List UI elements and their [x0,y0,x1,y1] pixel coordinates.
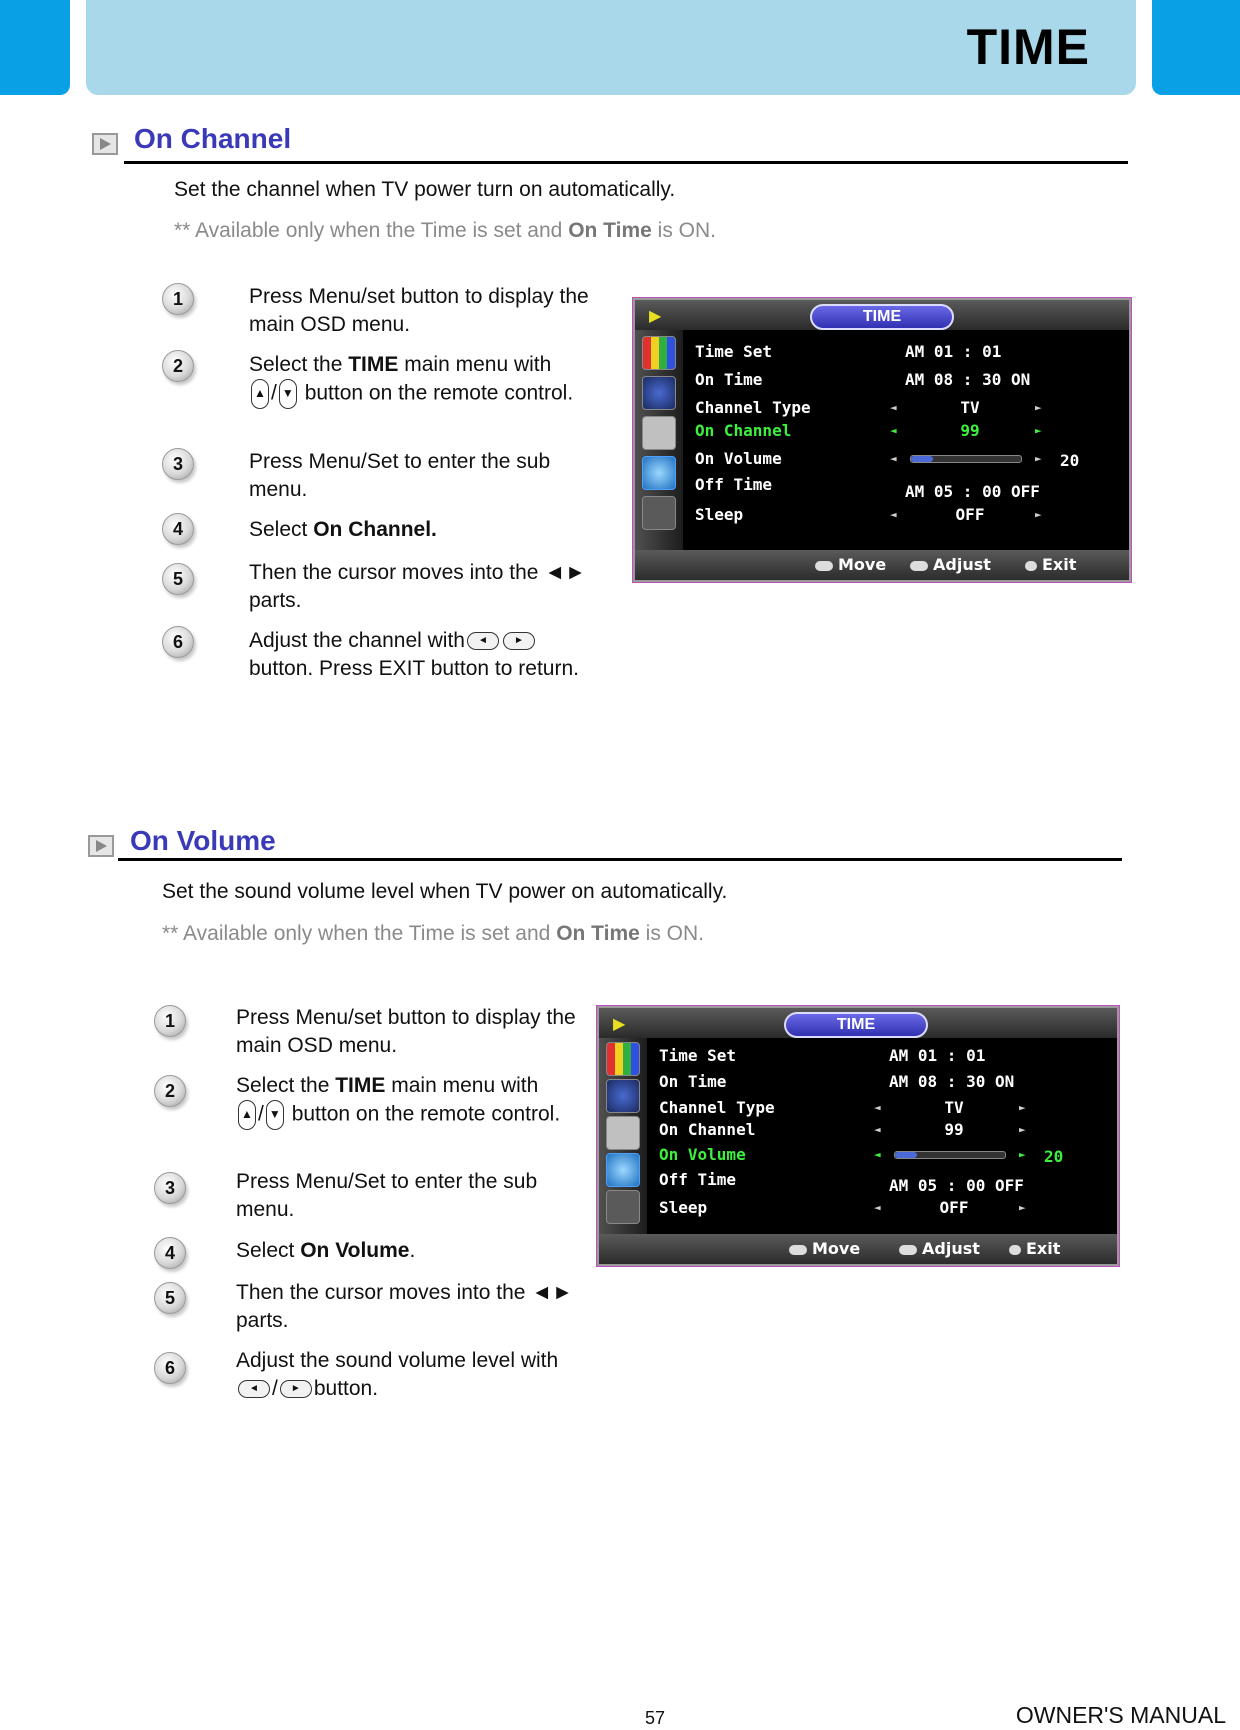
osd-sidebar [599,1038,647,1234]
left-button-icon: ◄ [467,632,499,650]
osd-row-on-time: On Time AM 08 : 30 ON [695,370,1031,389]
section-intro: Set the channel when TV power turn on automatically. [174,178,676,201]
down-button-icon: ▼ [266,1100,284,1130]
osd-sidebar [635,330,683,550]
step-text: Select the TIME main menu with ▲ / ▼ button on the remote control. [236,1072,566,1130]
osd-row-channel-type: Channel Type ◄ TV ► [695,398,1042,417]
osd-row-on-channel: On Channel ◄ 99 ► [695,421,1042,440]
osd-screen-on-volume [597,1006,1119,1266]
page-number: 57 [645,1708,666,1728]
section-play-icon [92,133,118,155]
step-number: 5 [154,1282,186,1314]
osd-row-on-volume: On Volume ◄ ► 20 [695,449,1080,470]
setup-tools-icon [606,1116,640,1150]
picture-icon [642,336,676,370]
step-text: Press Menu/Set to enter the sub menu. [249,450,551,501]
right-button-icon: ► [280,1380,312,1398]
step-number: 4 [162,513,194,545]
up-button-icon: ▲ [251,379,269,409]
step-text: Select On Channel. [249,518,437,541]
osd-title: TIME [784,1012,928,1038]
down-button-icon: ▼ [279,379,297,409]
osd-row-time-set: Time Set AM 01 : 01 [659,1046,986,1065]
step-text: Select the TIME main menu with ▲ / ▼ button on the remote control. [249,351,579,409]
step-number: 6 [162,626,194,658]
step-number: 1 [154,1005,186,1037]
section-intro: Set the sound volume level when TV power on automatically. [162,880,728,903]
manual-label: OWNER'S MANUAL [1015,1702,1226,1728]
volume-fill [895,1152,917,1158]
osd-title-bar [599,1008,1117,1038]
osd-row-on-channel: On Channel ◄ 99 ► [659,1120,1026,1139]
osd-row-sleep: Sleep ◄ OFF ► [695,505,1042,524]
osd-row-time-set: Time Set AM 01 : 01 [695,342,1002,361]
channel-tv-icon [642,496,676,530]
left-button-icon: ◄ [238,1380,270,1398]
step-text: Press Menu/set button to display the main OSD menu. [236,1006,576,1057]
osd-adjust-hint: Adjust [910,555,991,574]
section-title-on-volume: On Volume [130,825,276,856]
time-clock-icon [642,456,676,490]
osd-exit-hint: Exit [1009,1239,1060,1258]
section-play-icon [88,835,114,857]
osd-row-on-volume: On Volume ◄ ► 20 [659,1145,1064,1166]
page-title: TIME [966,19,1090,75]
step-text: Press Menu/set button to display the main OSD menu. [249,285,589,336]
osd-adjust-hint: Adjust [899,1239,980,1258]
step-text: Adjust the sound volume level with◄ / ► button. [236,1349,559,1400]
step-number: 3 [154,1172,186,1204]
osd-row-channel-type: Channel Type ◄ TV ► [659,1098,1026,1117]
header-left-tab [0,0,70,95]
osd-row-off-time: AM 05 : 00 OFF Off Time [659,1170,1024,1195]
step-text: Select On Volume. [236,1239,416,1262]
step-number: 3 [162,448,194,480]
step-text: Press Menu/Set to enter the sub menu. [236,1170,538,1221]
picture-icon [606,1042,640,1076]
step-text: Then the cursor moves into the ◄► parts. [249,561,586,612]
osd-exit-hint: Exit [1025,555,1076,574]
osd-screen-on-channel [633,298,1131,582]
section-title-on-channel: On Channel [134,123,292,154]
osd-row-on-time: On Time AM 08 : 30 ON [659,1072,1015,1091]
channel-tv-icon [606,1190,640,1224]
time-clock-icon [606,1153,640,1187]
osd-title-bar [635,300,1129,330]
up-button-icon: ▲ [238,1100,256,1130]
osd-move-hint: Move [815,555,886,574]
step-number: 4 [154,1237,186,1269]
osd-row-off-time: AM 05 : 00 OFF Off Time [695,475,1040,501]
sound-icon [606,1079,640,1113]
osd-title: TIME [810,304,954,330]
step-number: 1 [162,283,194,315]
osd-footer [599,1234,1117,1264]
volume-fill [911,456,933,462]
section-divider [124,161,1128,164]
setup-tools-icon [642,416,676,450]
step-number: 5 [162,563,194,595]
osd-row-sleep: Sleep ◄ OFF ► [659,1198,1026,1217]
volume-bar [894,1151,1006,1159]
play-icon: ▶ [613,1016,626,1033]
osd-move-hint: Move [789,1239,860,1258]
header-right-tab [1152,0,1240,95]
section-note: ** Available only when the Time is set and On Time is ON. [162,922,704,945]
step-text: Then the cursor moves into the ◄► parts. [236,1281,573,1332]
sound-icon [642,376,676,410]
step-text: Adjust the channel with ◄ ► button. Press EXIT button to return. [249,629,579,680]
right-button-icon: ► [503,632,535,650]
play-icon: ▶ [649,308,662,325]
step-number: 6 [154,1352,186,1384]
step-number: 2 [154,1075,186,1107]
step-number: 2 [162,350,194,382]
osd-footer [635,550,1129,580]
section-divider [118,858,1122,861]
section-note: ** Available only when the Time is set and On Time is ON. [174,219,716,242]
volume-bar [910,455,1022,463]
